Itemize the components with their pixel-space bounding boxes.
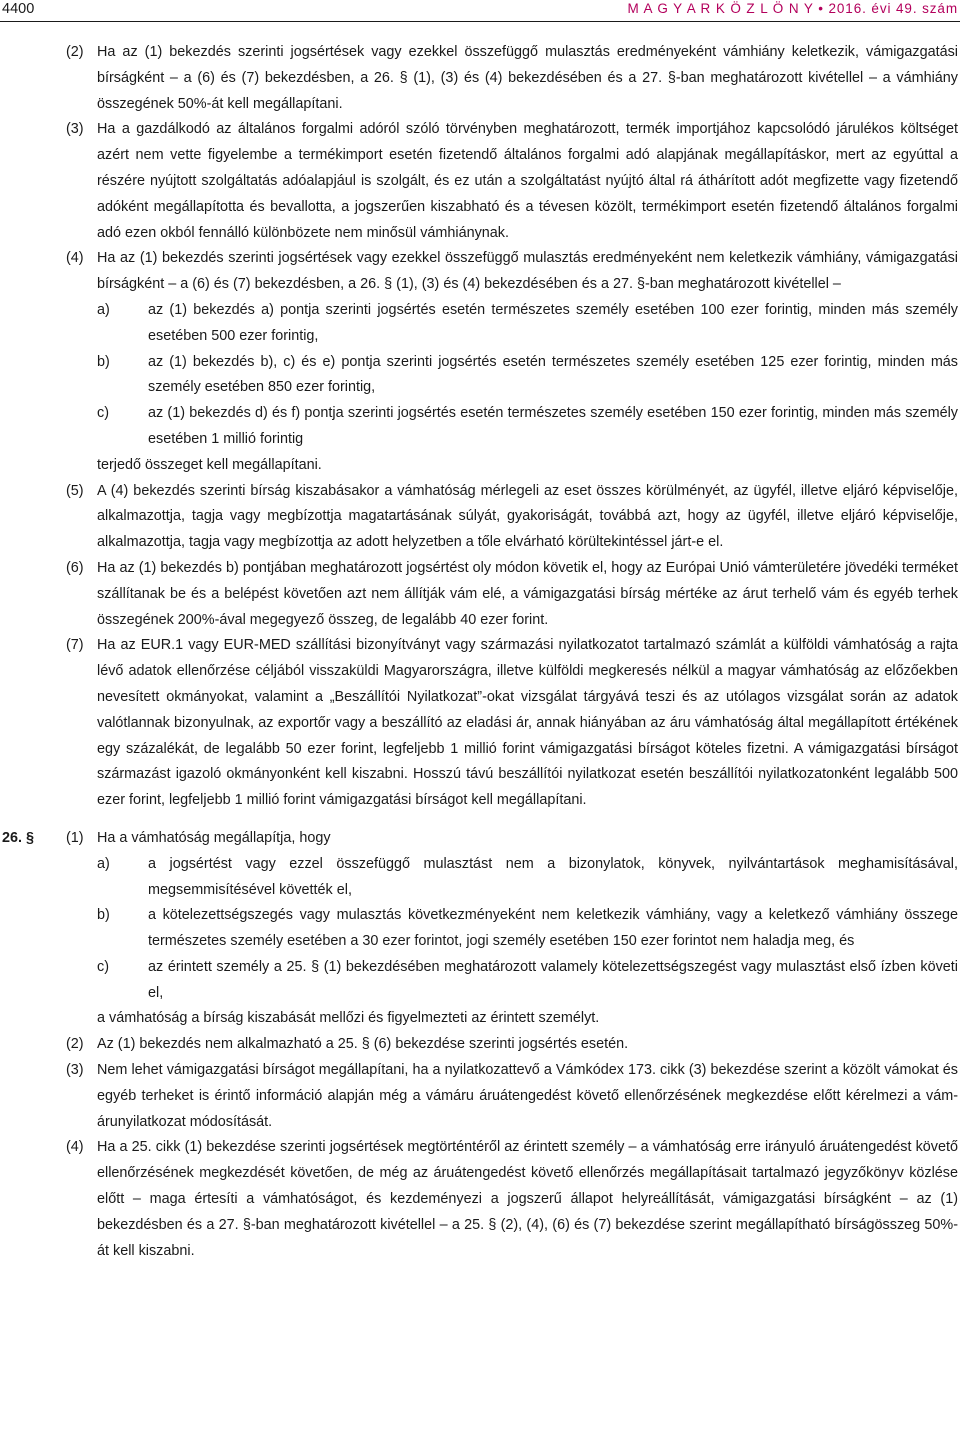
list-item [0, 852, 960, 904]
list-item [0, 955, 960, 1007]
paragraph-number: (2) [66, 44, 84, 60]
paragraph-number: (3) [66, 1062, 84, 1079]
paragraph-number: (4) [66, 250, 84, 267]
paragraph-text: Ha a gazdálkodó az általános forgalmi adóról szóló törvényben meghatározott, termék importjához kapcsolódó járulékos költséget azért nem vette figyelembe a termékimport esetén fizetendő általános forgalmi adó alapjának megállapításkor, mert az egyúttal a részére nyújtott szolgáltatás adóalapjául is szolgált, és ez után a szolgáltatást nyújtó által rá áthárított adót megfizette vagy fizetendő adóként megállapította és bevallotta, a jogszerűen kiszabható és a tévesen közölt, termékimport esetén fizetendő általános forgalmi adó ezen okból fennálló különbözete nem minősül vámhiánynak. [97, 121, 958, 241]
paragraph-text: Ha az (1) bekezdés szerinti jogsértések vagy ezekkel összefüggő mulasztás eredményeként vámhiány keletkezik, vámigazgatási bírságként – a (6) és (7) bekezdésben, a 26. § (1), (3) és (4) bekezdésében és a 27. §-ban meghatározott kivétellel – a vámhiány összegének 50%-át kell megállapítani. [97, 44, 958, 112]
paragraph-number: (7) [66, 637, 84, 654]
item-label: c) [97, 958, 109, 975]
paragraph-continuation: a vámhatóság a bírság kiszabását mellőzi és figyelmezteti az érintett személyt. [97, 1010, 600, 1027]
item-label: b) [97, 353, 110, 370]
paragraph-number: (3) [66, 121, 84, 138]
s26-paragraph-3 [0, 1058, 960, 1135]
paragraph-text: Ha a 25. cikk (1) bekezdése szerinti jogsértések megtörténtéről az érintett személy – a vámhatóság erre irányuló áruátengedést követő ellenőrzésének megkezdését követően, de még az áruátengedést követő ellenőrzés megállapításait tartalmazó jegyzőkönyv közlése előtt – maga értesíti a vámhatóságot, és kezdeményezi a jogszerű állapot helyreállítását, vámigazgatási bírságként – az (1) bekezdésben és a 27. §-ban meghatározott kivétellel – a 25. § (2), (4), (6) és (7) bekezdése szerint megállapítható bírságösszeg 50%-át kell kiszabni. [97, 1139, 958, 1259]
list-item [0, 350, 960, 402]
item-label: b) [97, 907, 110, 924]
page-number: 4400 [2, 1, 35, 17]
item-text: a jogsértést vagy ezzel összefüggő mulasztást nem a bizonylatok, könyvek, nyilvántartások meghamisításával, megsemmisítésével követték el, [148, 855, 958, 898]
header-divider [0, 21, 960, 22]
paragraph-text: A (4) bekezdés szerinti bírság kiszabásakor a vámhatóság mérlegeli az eset összes körülményét, az ügyfél, illetve eljáró képviselője, alkalmazottja, tagja vagy megbízottja magatartásának súlyát, gyakoriságát, továbbá azt, hogy az ügyfél, illetve eljáró képviselője, alkalmazottja, tagja vagy megbízottja az adott helyzetben a tőle elvárható körültekintéssel járt-e el. [97, 482, 958, 551]
list-item [0, 298, 960, 350]
list-item [0, 903, 960, 955]
paragraph-7 [0, 633, 960, 814]
section-number: 26. § [2, 829, 35, 846]
paragraph-3 [0, 117, 960, 246]
s26-paragraph-1 [0, 826, 960, 1032]
paragraph-number: (6) [66, 559, 84, 576]
page-header [0, 0, 960, 24]
item-text: az érintett személy a 25. § (1) bekezdésében meghatározott valamely kötelezettségszegést vagy mulasztást első ízben követi el, [148, 958, 958, 1001]
paragraph-6 [0, 556, 960, 633]
paragraph-text: Ha az (1) bekezdés szerinti jogsértések vagy ezekkel összefüggő mulasztás eredményeként nem keletkezik vámhiány, vámigazgatási bírságként – a (6) és (7) bekezdésben, a 26. § (1), (3) és (4) bekezdésében és a 27. §-ban meghatározott kivétellel – [97, 250, 958, 293]
item-label: a) [97, 855, 110, 872]
item-text: az (1) bekezdés a) pontja szerinti jogsértés esetén természetes személy esetében 100 ezer forintig, minden más személy esetében 500 ezer forintig, [148, 301, 958, 344]
item-text: az (1) bekezdés b), c) és e) pontja szerinti jogsértés esetén természetes személy esetében 125 ezer forintig, minden más személy esetében 850 ezer forintig, [148, 353, 958, 396]
paragraph-text: Ha az (1) bekezdés b) pontjában meghatározott jogsértést oly módon követik el, hogy az Európai Unió vámterületére jövedéki terméket szállítanak be és a belépést követően azt nem állítják vám elé, a vámigazgatási bírság mértéke az árut terhelő vám és egyéb terhek összegének 200%-ával megegyező összeg, de legalább 40 ezer forint. [97, 559, 958, 628]
paragraph-text: Az (1) bekezdés nem alkalmazható a 25. § (6) bekezdése szerinti jogsértés esetén. [97, 1036, 629, 1053]
list-item [0, 401, 960, 453]
paragraph-number: (1) [66, 829, 84, 846]
journal-title: M A G Y A R K Ö Z L Ö N Y • 2016. évi 49. szám [627, 1, 958, 16]
document-body [0, 40, 960, 1264]
paragraph-number: (2) [66, 1036, 84, 1053]
paragraph-2 [0, 40, 960, 117]
s26-paragraph-4 [0, 1135, 960, 1264]
paragraph-5 [0, 479, 960, 556]
paragraph-number: (5) [66, 482, 84, 499]
item-label: a) [97, 301, 110, 318]
paragraph-4 [0, 246, 960, 478]
paragraph-text: Nem lehet vámigazgatási bírságot megállapítani, ha a nyilatkozattevő a Vámkódex 173. cikk (3) bekezdése szerint a közölt vámokat és egyéb terheket is érintő információ alapján még a vámáru áruátengedést követő ellenőrzésének megkezdése előtt kérelmezi a vám-árunyilatkozat módosítását. [97, 1062, 958, 1130]
section-26 [0, 826, 960, 1265]
item-text: az (1) bekezdés d) és f) pontja szerinti jogsértés esetén természetes személy esetében 150 ezer forintig, minden más személy esetében 1 millió forintig [148, 405, 958, 447]
paragraph-text: Ha a vámhatóság megállapítja, hogy [97, 829, 331, 846]
item-text: a kötelezettségszegés vagy mulasztás következményeként nem keletkezik vámhiány, vagy a keletkező vámhiány összege természetes személy esetében a 30 ezer forintot, jogi személy esetében 150 ezer forintot nem haladja meg, és [148, 907, 958, 950]
item-label: c) [97, 405, 109, 422]
paragraph-continuation: terjedő összeget kell megállapítani. [97, 456, 322, 473]
paragraph-text: Ha az EUR.1 vagy EUR-MED szállítási bizonyítványt vagy származási nyilatkozatot tartalmazó számlát a külföldi vámhatóság a rajta lévő adatok ellenőrzése céljából visszaküldi Magyarországra, illetve külföldi megkeresés nélkül a magyar vámhatóság az előzőekben nevesített okmányokat, valamint a „Beszállítói Nyilatkozat”-okat vizsgálat tárgyává teszi és az utólagos vizsgálat során az adatok valótlannak bizonyulnak, az exportőr vagy a beszállító az eladási ár, annak hiányában az áru vámhatóság által megállapított értékének egy százalékát, de legalább 50 ezer forint, legfeljebb 1 millió forint vámigazgatási bírságot köteles fizetni. A vámigazgatási bírságot származást igazoló okmányonként kell kiszabni. Hosszú távú beszállítói nyilatkozat esetén beszállítói nyilatkozatonként legalább 500 ezer forint, legfeljebb 1 millió forint vámigazgatási bírságot kell megállapítani. [97, 637, 958, 809]
s26-paragraph-2 [0, 1032, 960, 1058]
paragraph-number: (4) [66, 1139, 84, 1156]
